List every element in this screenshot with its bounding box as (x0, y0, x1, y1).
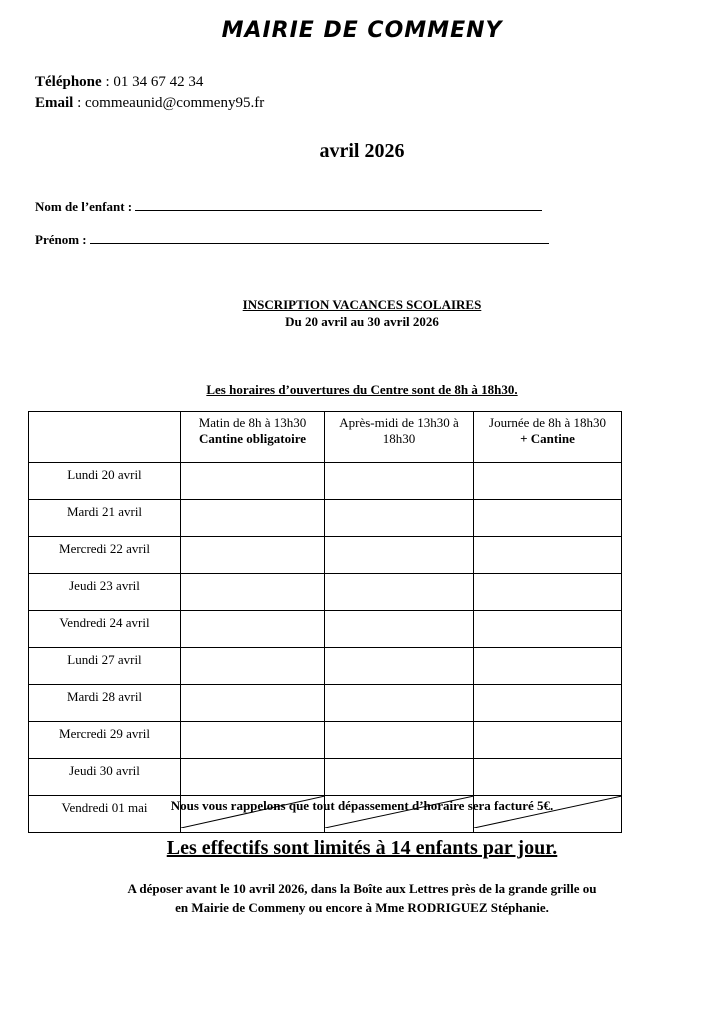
full-day-cell[interactable] (474, 500, 622, 537)
day-label: Jeudi 30 avril (29, 759, 181, 796)
phone-line (35, 72, 203, 93)
afternoon-cell[interactable] (325, 685, 474, 722)
day-label: Vendredi 01 mai (29, 796, 181, 833)
email-label: Email (35, 95, 74, 111)
capacity-limit: Les effectifs sont limités à 14 enfants par jour. (166, 837, 558, 859)
afternoon-cell[interactable] (325, 500, 474, 537)
child-name-input[interactable] (135, 198, 542, 211)
morning-cell[interactable] (181, 537, 325, 574)
afternoon-cell[interactable] (325, 611, 474, 648)
child-name-field (35, 198, 542, 215)
full-day-cell[interactable] (474, 463, 622, 500)
deposit-line-2: en Mairie de Commeny ou encore à Mme RODRIGUEZ Stéphanie. (175, 900, 549, 915)
table-row (29, 500, 622, 537)
table-row (29, 722, 622, 759)
header-empty-cell (29, 412, 181, 463)
morning-cell[interactable] (181, 685, 325, 722)
afternoon-cell[interactable] (325, 759, 474, 796)
afternoon-cell[interactable] (325, 722, 474, 759)
morning-cell[interactable] (181, 759, 325, 796)
table-row (29, 759, 622, 796)
first-name-input[interactable] (90, 231, 549, 244)
day-label: Jeudi 23 avril (29, 574, 181, 611)
full-day-cell[interactable] (474, 648, 622, 685)
registration-dates: Du 20 avril au 30 avril 2026 (285, 314, 439, 329)
month-heading: avril 2026 (319, 140, 405, 162)
table-row (29, 574, 622, 611)
morning-cell[interactable] (181, 500, 325, 537)
full-day-cell[interactable] (474, 611, 622, 648)
table-row (29, 685, 622, 722)
morning-cell[interactable] (181, 722, 325, 759)
afternoon-cell[interactable] (325, 574, 474, 611)
day-label: Vendredi 24 avril (29, 611, 181, 648)
table-row (29, 648, 622, 685)
day-label: Mercredi 22 avril (29, 537, 181, 574)
first-name-label: Prénom : (35, 232, 87, 247)
day-label: Mardi 21 avril (29, 500, 181, 537)
table-header-row (29, 412, 622, 463)
afternoon-cell[interactable] (325, 537, 474, 574)
afternoon-cell[interactable] (325, 648, 474, 685)
day-label: Mercredi 29 avril (29, 722, 181, 759)
child-name-label: Nom de l’enfant : (35, 199, 133, 214)
full-day-cell[interactable] (474, 574, 622, 611)
day-label: Lundi 27 avril (29, 648, 181, 685)
overtime-note: Nous vous rappelons que tout dépassement d’horaire sera facturé 5€. (170, 798, 554, 813)
table-row (29, 537, 622, 574)
morning-cell[interactable] (181, 574, 325, 611)
deposit-line-1: A déposer avant le 10 avril 2026, dans la Boîte aux Lettres près de la grande grille ou (127, 881, 597, 896)
page-title: MAIRIE DE COMMENY (221, 18, 503, 43)
table-row (29, 611, 622, 648)
first-name-field (35, 231, 549, 248)
registration-table (28, 411, 622, 833)
full-day-cell[interactable] (474, 685, 622, 722)
morning-cell[interactable] (181, 648, 325, 685)
day-label: Mardi 28 avril (29, 685, 181, 722)
registration-title: INSCRIPTION VACANCES SCOLAIRES (242, 297, 482, 312)
morning-cell[interactable] (181, 611, 325, 648)
morning-cell[interactable] (181, 463, 325, 500)
column-header-afternoon: Après-midi de 13h30 à 18h30 (325, 412, 474, 463)
table-row (29, 463, 622, 500)
phone-value: : 01 34 67 42 34 (101, 74, 204, 90)
full-day-cell[interactable] (474, 722, 622, 759)
column-header-full-day: Journée de 8h à 18h30 + Cantine (474, 412, 622, 463)
full-day-cell[interactable] (474, 759, 622, 796)
afternoon-cell[interactable] (325, 463, 474, 500)
day-label: Lundi 20 avril (29, 463, 181, 500)
hours-note: Les horaires d’ouvertures du Centre sont de 8h à 18h30. (206, 382, 518, 397)
email-line (35, 93, 264, 114)
column-header-morning: Matin de 8h à 13h30 Cantine obligatoire (181, 412, 325, 463)
email-value: : commeaunid@commeny95.fr (73, 95, 265, 111)
full-day-cell[interactable] (474, 537, 622, 574)
phone-label: Téléphone (35, 74, 102, 90)
